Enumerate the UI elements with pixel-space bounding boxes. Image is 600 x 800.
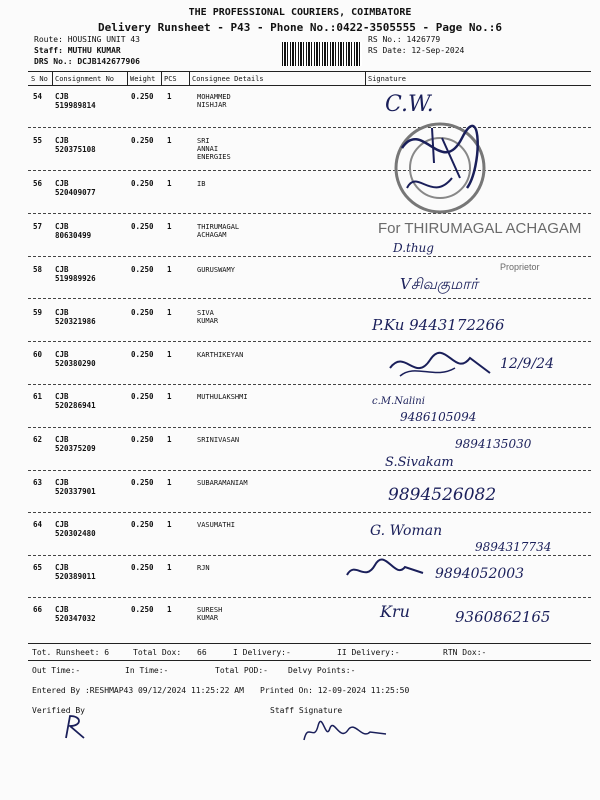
row-consignment: CJB 520321986 [55, 308, 96, 326]
row-consignee: GURUSWAMY [197, 266, 235, 274]
signature-58: Vசிவகுமார் [400, 275, 478, 293]
table-bottom-rule [28, 643, 591, 644]
row-divider [28, 555, 591, 556]
company-title: THE PROFESSIONAL COURIERS, COIMBATORE [188, 7, 412, 18]
row-pcs: 1 [167, 136, 172, 145]
row-consignee: KARTHIKEYAN [197, 351, 244, 359]
verified-signature-icon [60, 712, 90, 742]
row-consignee: IB [197, 180, 206, 188]
row-pcs: 1 [167, 222, 172, 231]
signature-65-phone: 9894052003 [435, 566, 525, 582]
row-consignee: SRINIVASAN [197, 436, 240, 444]
row-consignment: CJB 520409077 [55, 179, 96, 197]
row-consignment: CJB 520389011 [55, 563, 96, 581]
row-pcs: 1 [167, 605, 172, 614]
drs-label: DRS No.: DCJB142677906 [34, 57, 140, 66]
signature-63-phone: 9894526082 [388, 485, 497, 505]
row-weight: 0.250 [131, 392, 154, 401]
row-weight: 0.250 [131, 222, 154, 231]
signature-61-name: c.M.Nalini [372, 396, 425, 407]
row-sno: 59 [33, 308, 43, 317]
row-consignment: CJB 520347032 [55, 605, 96, 623]
signature-57: D.thug [393, 241, 434, 255]
row-weight: 0.250 [131, 179, 154, 188]
signature-64-phone: 9894317734 [475, 540, 552, 554]
row-sno: 55 [33, 136, 43, 145]
col-weight-header: Weight [130, 75, 156, 83]
row-divider [28, 213, 591, 214]
rs-no-label: RS No.: 1426779 [368, 35, 441, 44]
entered-by: Entered By :RESHMAP43 09/12/2024 11:25:22 AM [32, 686, 244, 695]
row-weight: 0.250 [131, 265, 154, 274]
signature-66-name: Kru [380, 602, 410, 621]
row-pcs: 1 [167, 392, 172, 401]
row-consignment: CJB 519989814 [55, 92, 96, 110]
row-sno: 61 [33, 392, 43, 401]
ii-delivery: II Delivery:- [337, 648, 400, 657]
i-delivery: I Delivery:- [233, 648, 291, 657]
row-consignee: VASUMATHI [197, 521, 235, 529]
row-weight: 0.250 [131, 563, 154, 572]
col-divider [189, 71, 190, 85]
col-divider [52, 71, 53, 85]
row-divider [28, 298, 591, 299]
row-divider [28, 384, 591, 385]
row-sno: 62 [33, 435, 43, 444]
row-consignment: CJB 80630499 [55, 222, 92, 240]
row-pcs: 1 [167, 179, 172, 188]
row-sno: 54 [33, 92, 43, 101]
row-pcs: 1 [167, 308, 172, 317]
table-header-rule [28, 85, 591, 86]
row-sno: 64 [33, 520, 43, 529]
row-divider [28, 470, 591, 471]
row-consignee: RJN [197, 564, 210, 572]
company-stamp: For THIRUMAGAL ACHAGAM [378, 220, 582, 237]
row-divider [28, 170, 591, 171]
row-divider [28, 427, 591, 428]
printed-on: Printed On: 12-09-2024 11:25:50 [260, 686, 410, 695]
row-divider [28, 256, 591, 257]
runsheet-title: Delivery Runsheet - P43 - Phone No.:0422-3505555 - Page No.:6 [98, 21, 502, 34]
signature-60-icon [385, 348, 495, 383]
col-consignment-header: Consignment No [55, 75, 115, 83]
row-consignee: THIRUMAGAL ACHAGAM [197, 223, 240, 239]
row-weight: 0.250 [131, 605, 154, 614]
row-weight: 0.250 [131, 92, 154, 101]
row-weight: 0.250 [131, 478, 154, 487]
staff-signature-label: Staff Signature [270, 706, 343, 715]
row-sno: 58 [33, 265, 43, 274]
proprietor-stamp: Proprietor [500, 262, 540, 272]
col-divider [127, 71, 128, 85]
signature-61-phone: 9486105094 [400, 410, 477, 424]
row-divider [28, 341, 591, 342]
staff-signature-icon [300, 712, 390, 747]
row-pcs: 1 [167, 265, 172, 274]
row-pcs: 1 [167, 478, 172, 487]
row-sno: 63 [33, 478, 43, 487]
row-consignee: SIVA KUMAR [197, 309, 219, 325]
row-divider [28, 512, 591, 513]
round-stamp-icon [372, 108, 492, 218]
row-consignment: CJB 520375108 [55, 136, 96, 154]
row-weight: 0.250 [131, 350, 154, 359]
col-signature-header: Signature [368, 75, 406, 83]
signature-54: C.W. [385, 92, 434, 117]
out-time: Out Time:- [32, 666, 81, 675]
total-dox-label: Total Dox: [133, 648, 182, 657]
row-pcs: 1 [167, 563, 172, 572]
footer-rule [28, 660, 591, 661]
col-divider [365, 71, 366, 85]
barcode [282, 42, 362, 66]
row-consignment: CJB 520337901 [55, 478, 96, 496]
row-sno: 66 [33, 605, 43, 614]
signature-66-phone: 9360862165 [455, 608, 551, 626]
row-sno: 57 [33, 222, 43, 231]
row-weight: 0.250 [131, 136, 154, 145]
row-pcs: 1 [167, 520, 172, 529]
row-pcs: 1 [167, 350, 172, 359]
row-consignment: CJB 520302480 [55, 520, 96, 538]
signature-62-name: S.Sivakam [385, 455, 454, 470]
row-weight: 0.250 [131, 435, 154, 444]
delvy-points: Delvy Points:- [288, 666, 356, 675]
row-sno: 60 [33, 350, 43, 359]
row-consignee: MOHAMMED NISHJAR [197, 93, 231, 109]
row-consignee: SRI ANNAI ENERGIES [197, 137, 231, 161]
row-consignee: MUTHULAKSHMI [197, 393, 248, 401]
row-consignee: SURESH KUMAR [197, 606, 223, 622]
row-sno: 56 [33, 179, 43, 188]
row-consignment: CJB 520375209 [55, 435, 96, 453]
table-top-rule [28, 71, 591, 72]
rtn-dox: RTN Dox:- [443, 648, 487, 657]
rs-date-label: RS Date: 12-Sep-2024 [368, 46, 465, 55]
col-pcs-header: PCS [164, 75, 177, 83]
row-sno: 65 [33, 563, 43, 572]
verified-by: Verified By [32, 706, 85, 715]
staff-label: Staff: MUTHU KUMAR [34, 46, 121, 55]
row-consignment: CJB 520286941 [55, 392, 96, 410]
in-time: In Time:- [125, 666, 169, 675]
signature-65-icon [345, 555, 425, 585]
row-pcs: 1 [167, 92, 172, 101]
signature-60-date: 12/9/24 [500, 356, 554, 372]
row-divider [28, 127, 591, 128]
row-consignment: CJB 519989926 [55, 265, 96, 283]
row-pcs: 1 [167, 435, 172, 444]
total-pod: Total POD:- [215, 666, 268, 675]
row-weight: 0.250 [131, 308, 154, 317]
row-weight: 0.250 [131, 520, 154, 529]
col-consignee-header: Consignee Details [192, 75, 264, 83]
tot-runsheet: Tot. Runsheet: 6 [32, 648, 110, 657]
signature-59: P.Ku 9443172266 [372, 316, 505, 334]
signature-62-phone: 9894135030 [455, 437, 532, 451]
total-dox-value: 66 [197, 648, 207, 657]
row-consignment: CJB 520380290 [55, 350, 96, 368]
row-consignee: SUBARAMANIAM [197, 479, 248, 487]
row-divider [28, 597, 591, 598]
col-sno-header: S No [31, 75, 48, 83]
route-label: Route: HOUSING UNIT 43 [34, 35, 140, 44]
col-divider [161, 71, 162, 85]
signature-64-name: G. Woman [370, 523, 443, 539]
